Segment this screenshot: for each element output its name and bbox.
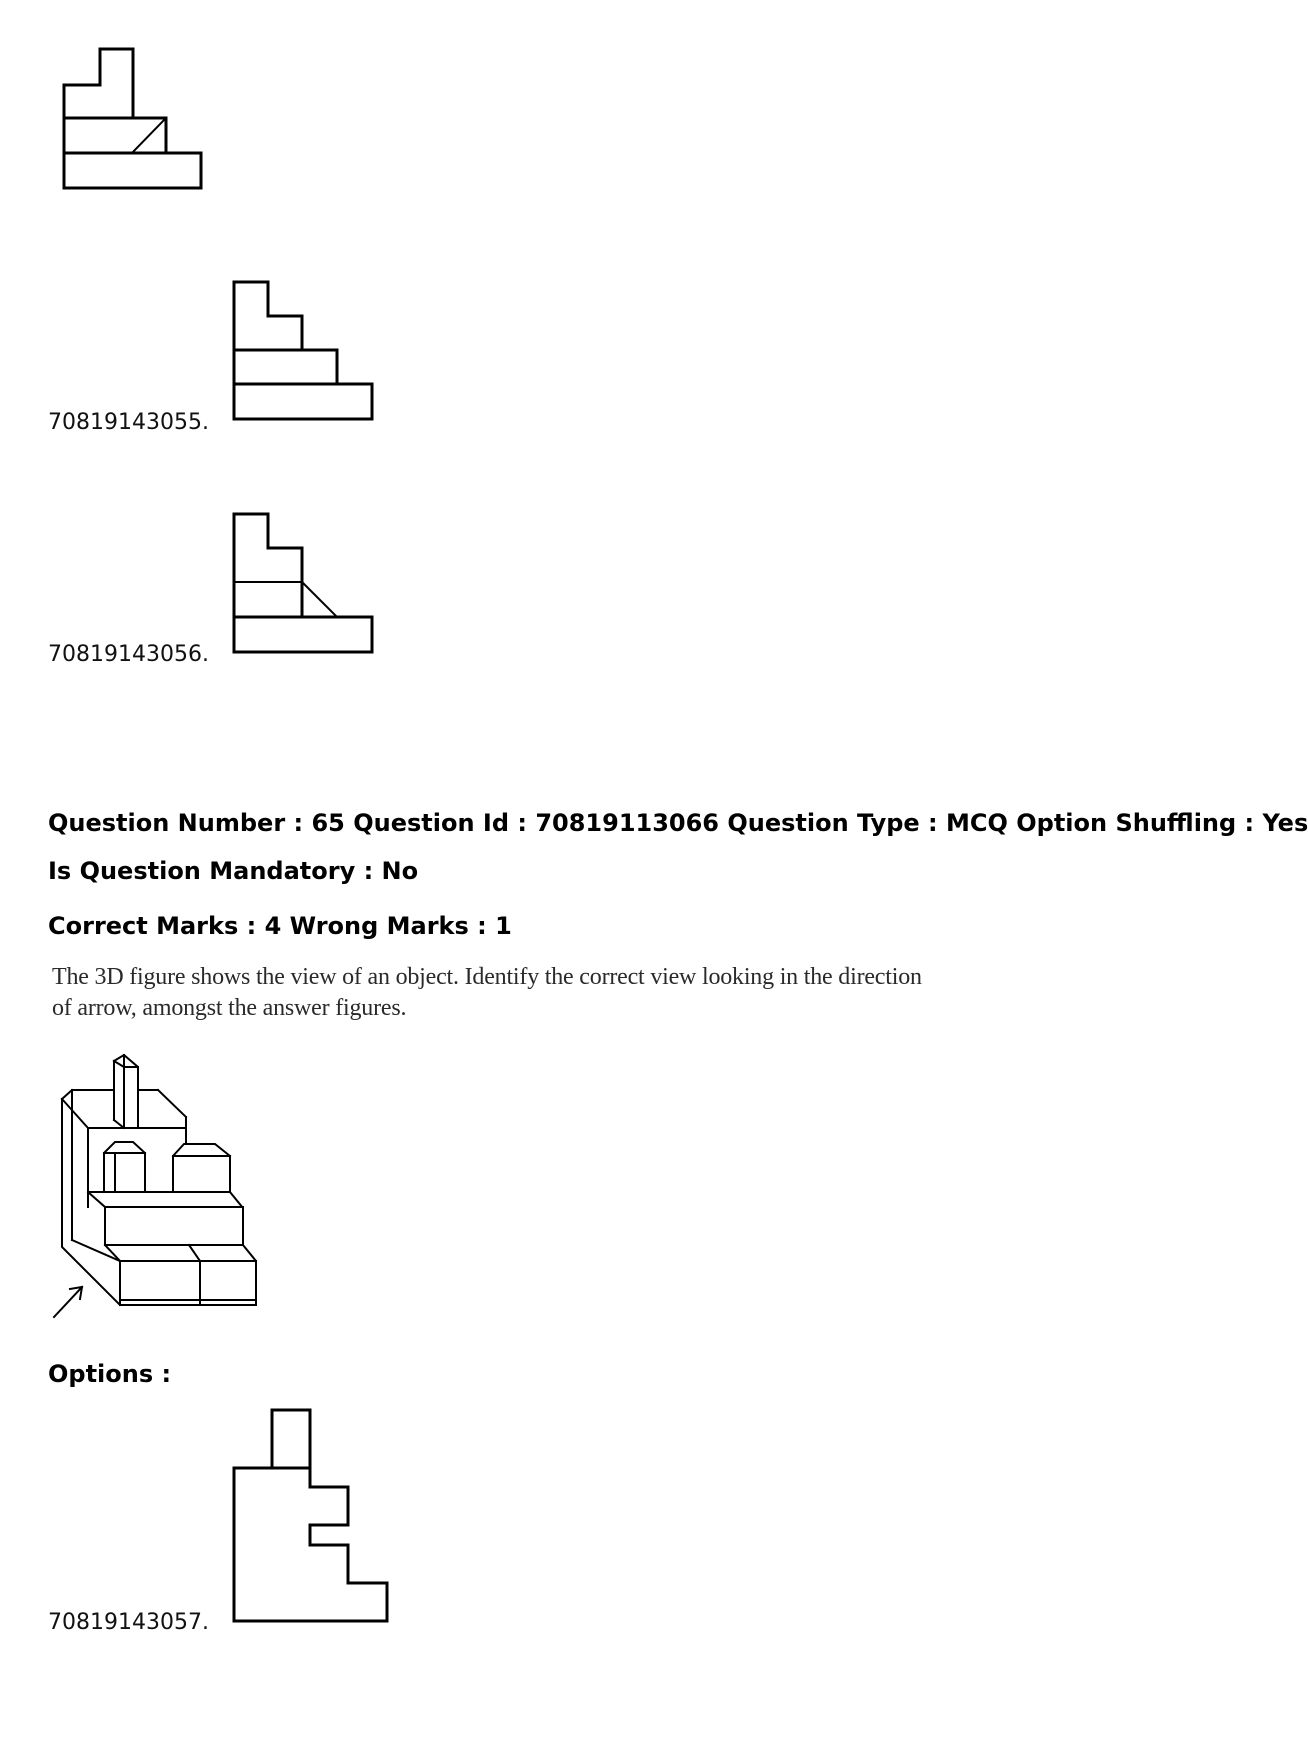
question-text-line-1: The 3D figure shows the view of an object. Identify the correct view looking in the direction — [52, 964, 922, 990]
option-id-55: 70819143055. — [48, 410, 209, 435]
question-text-line-2: of arrow, amongst the answer figures. — [52, 995, 407, 1021]
question-mandatory: Is Question Mandatory : No — [48, 857, 419, 885]
option-figure-56[interactable] — [230, 510, 380, 660]
option-figure-55[interactable] — [230, 278, 380, 428]
marks-line — [48, 911, 512, 941]
options-heading: Options : — [48, 1360, 172, 1388]
previous-option-figure — [60, 45, 210, 195]
option-id-56: 70819143056. — [48, 642, 209, 667]
question-id: Question Id : 70819113066 — [353, 809, 720, 837]
question-number: Question Number : 65 — [48, 809, 345, 837]
question-text — [52, 962, 952, 1024]
question-3d-figure — [48, 1055, 298, 1335]
direction-arrow-icon — [54, 1287, 82, 1317]
option-figure-57[interactable] — [230, 1407, 395, 1632]
question-type: Question Type : MCQ — [727, 809, 1008, 837]
option-shuffling: Option Shuffling : Yes — [1016, 809, 1308, 837]
question-meta-line — [48, 808, 1308, 838]
wrong-marks: Wrong Marks : 1 — [289, 912, 512, 940]
correct-marks: Correct Marks : 4 — [48, 912, 282, 940]
option-id-57: 70819143057. — [48, 1610, 209, 1635]
